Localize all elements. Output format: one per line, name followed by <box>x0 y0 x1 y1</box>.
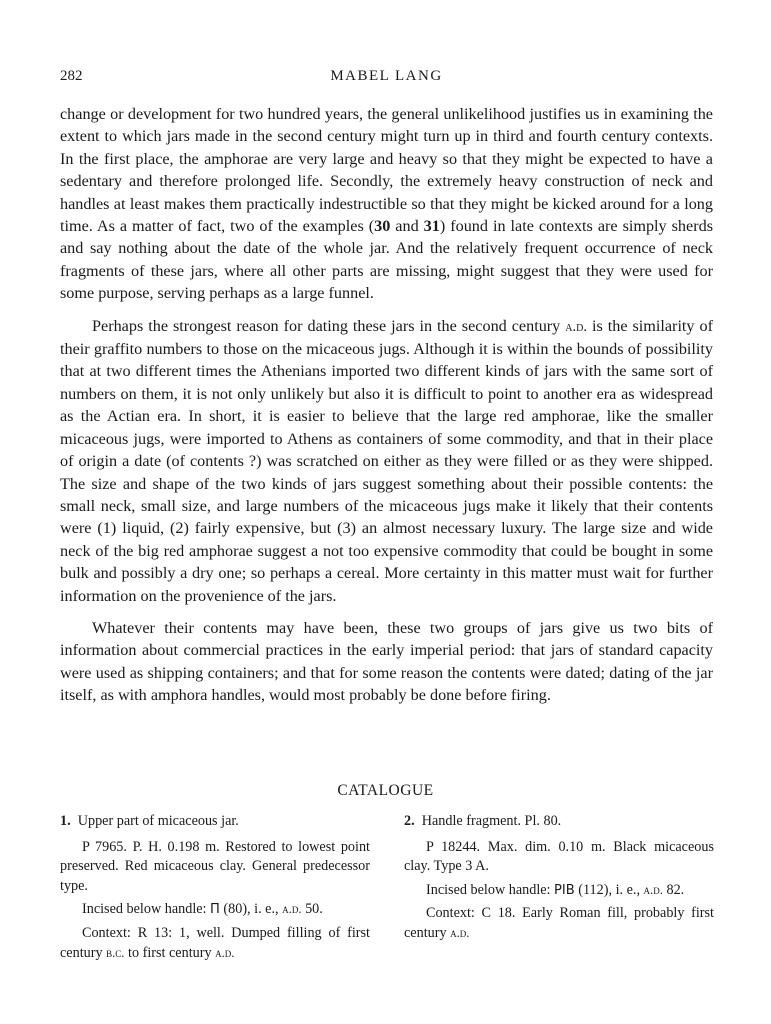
entry-1-context-text: Context: R 13: 1, well. Dumped filling of first century <box>60 924 370 961</box>
entry-2-heading <box>404 812 714 832</box>
entry-2-graffito: PIB <box>554 882 575 898</box>
p1-text-b: ) found in late contexts are simply sherds and say nothing about the date of the whole jar. And the relatively frequent occurrence of neck fragments of these jars, where all other parts are missing, might suggest that they were used for some purpose, serving perhaps as a large funnel. <box>60 217 713 303</box>
page-number: 282 <box>60 68 83 84</box>
entry-1-incised-era: a.d. <box>282 902 302 917</box>
entry-2-incised-value: (112), i. e., <box>574 881 644 898</box>
entry-1-heading <box>60 812 370 832</box>
paragraph-3: Whatever their contents may have been, these two groups of jars give us two bits of information about commercial practices in the early imperial period: that jars of standard capacity were used as shipping containers; and that for some reason the contents were dated; dating of the jar itself, as with amphora handles, would most probably be done before firing. <box>60 618 713 705</box>
entry-2-context <box>404 904 714 943</box>
body-text <box>60 103 713 707</box>
entry-1-context-text-b: to first century <box>124 944 216 961</box>
catalogue-entry-2 <box>404 812 714 948</box>
paragraph-2 <box>60 315 713 607</box>
entry-1-description: P 7965. P. H. 0.198 m. Restored to lowest point preserved. Red micaceous clay. General predecessor type. <box>60 838 370 894</box>
p2-text-b: is the similarity of their graffito numbers to those on the micaceous jugs. Although it is within the bounds of possibility that at two different times the Athenians imported two different kinds of jars with the same sort of numbers on them, it is not only unlikely but also it is difficult to point to another era as widespread as the Actian era. In short, it is easier to believe that the large red amphorae, like the smaller micaceous jugs, were imported to Athens as containers of some commodity, and that in their place of origin a date (of contents ?) was scratched on either as they were filled or as they were shipped. The size and shape of the two kinds of jars suggest something about their possible contents: the small neck, small size, and large numbers of the micaceous jugs make it likely that their contents were (1) liquid, (2) fairly expensive, but (3) an almost necessary luxury. The large size and wide neck of the big red amphorae suggest a not too expensive commodity that could be bought in some bulk and possibly a dry one; so perhaps a cereal. More certainty in this matter must wait for further information on the provenience of the jars. <box>60 316 713 605</box>
entry-1-incised-year: 50. <box>301 901 323 918</box>
entry-1-graffito: Π <box>210 902 220 918</box>
entry-2-incised-year: 82. <box>662 881 685 898</box>
paragraph-1 <box>60 103 713 305</box>
entry-2-number: 2. <box>404 813 415 829</box>
p2-text-a: Perhaps the strongest reason for dating these jars in the second century <box>92 316 566 335</box>
entry-2-incised <box>404 881 714 901</box>
catalogue-entry-1 <box>60 812 370 967</box>
entry-2-incised-era: a.d. <box>643 882 663 897</box>
p1-text-a: change or development for two hundred years, the general unlikelihood justifies us in examining the extent to which jars made in the second century might turn up in third and fourth century contexts. In the first place, the amphorae are very large and heavy so that they might be expected to have a sedentary and therefore prolonged life. Secondly, the extremely heavy construction of neck and handles at least makes them practically indestructible so that they might be kicked around for a long time. As a matter of fact, two of the examples ( <box>60 105 713 236</box>
entry-2-context-ad: a.d. <box>450 925 470 940</box>
entry-1-context <box>60 924 370 963</box>
entry-1-context-ad: a.d. <box>215 945 235 960</box>
entry-1-incised-value: (80), i. e., <box>219 901 283 918</box>
entry-1-number: 1. <box>60 813 71 829</box>
example-ref-30: 30 <box>374 217 391 236</box>
entry-2-incised-label: Incised below handle: <box>426 881 555 898</box>
entry-1-context-bc: b.c. <box>106 945 125 960</box>
entry-1-incised <box>60 900 370 920</box>
p1-text-mid: and <box>390 217 424 236</box>
catalogue-title: CATALOGUE <box>337 782 434 799</box>
entry-2-description: P 18244. Max. dim. 0.10 m. Black micaceous clay. Type 3 A. <box>404 838 714 875</box>
example-ref-31: 31 <box>423 217 440 236</box>
entry-1-incised-label: Incised below handle: <box>82 901 211 918</box>
page-header <box>60 68 713 90</box>
running-head: MABEL LANG <box>330 68 443 84</box>
entry-2-title: Handle fragment. Pl. 80. <box>421 813 562 829</box>
entry-1-title: Upper part of micaceous jar. <box>77 813 239 829</box>
entry-2-context-text: Context: C 18. Early Roman fill, probably first century <box>404 905 714 941</box>
p2-era-abbr: a.d. <box>565 318 587 335</box>
